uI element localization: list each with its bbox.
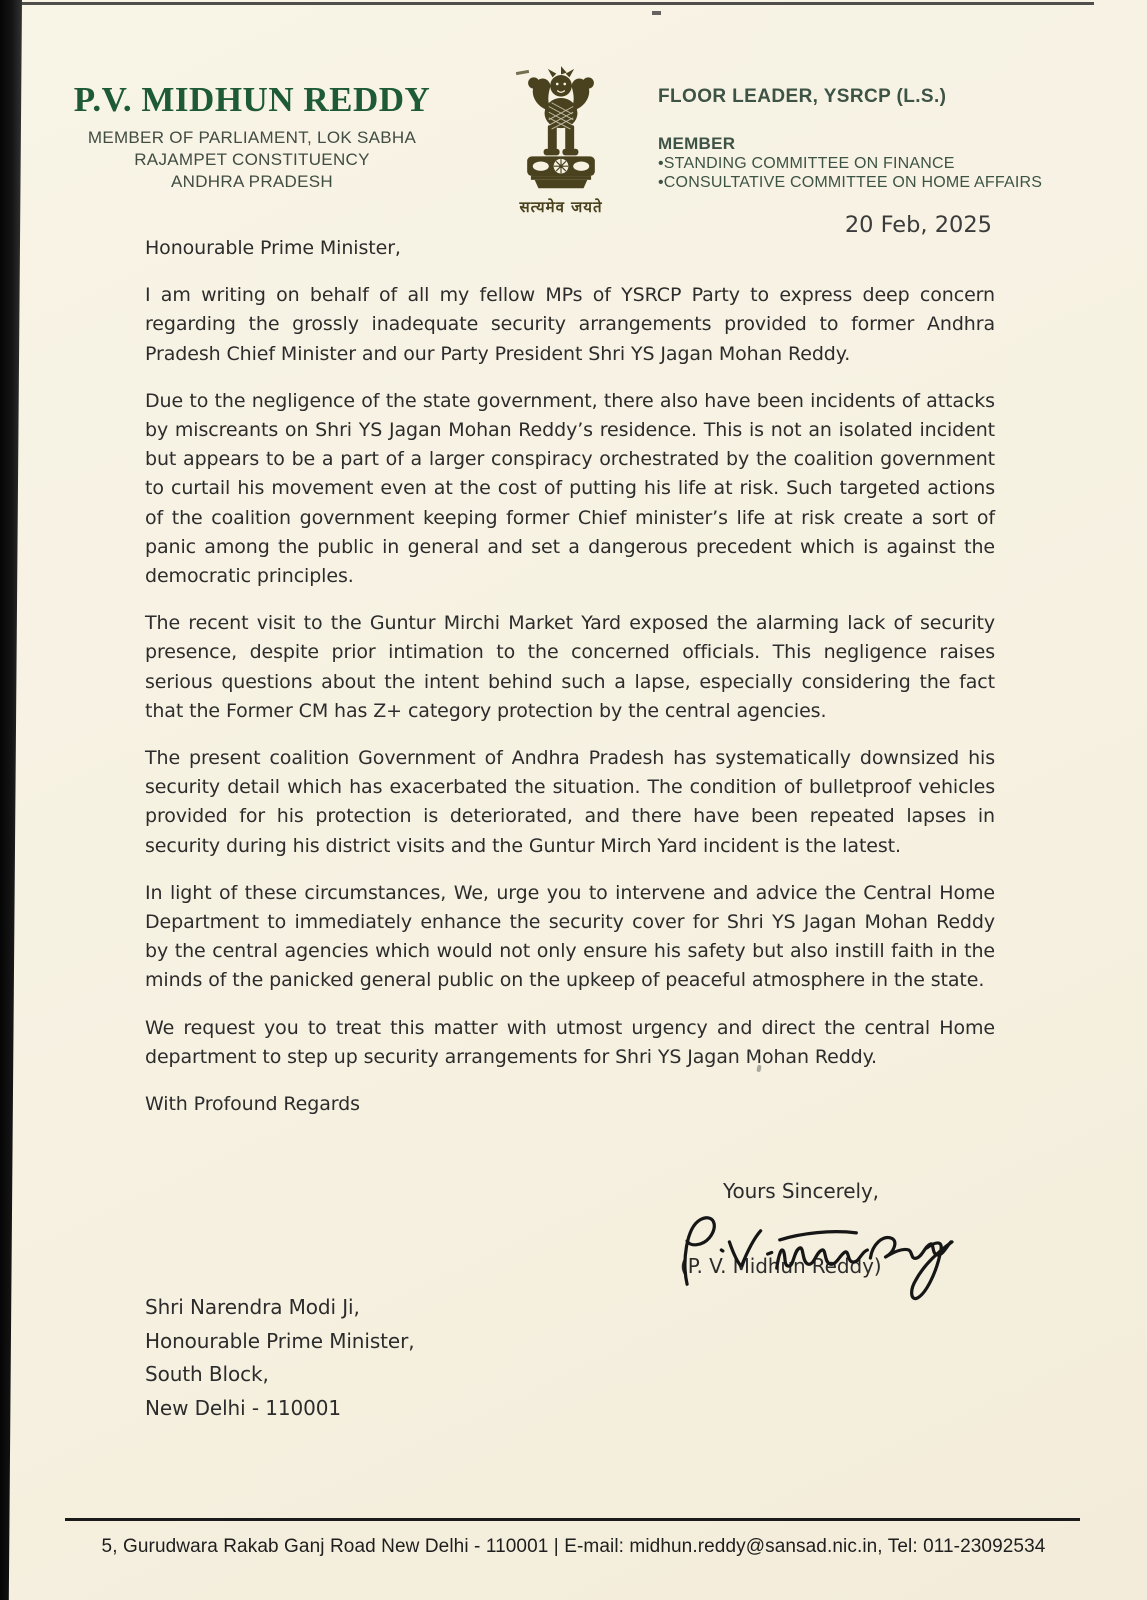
recipient-line: Honourable Prime Minister, bbox=[145, 1328, 415, 1353]
scan-edge-left bbox=[0, 0, 22, 1600]
sender-constituency-line: RAJAMPET CONSTITUENCY bbox=[134, 150, 370, 169]
emblem-motto: सत्यमेव जयते bbox=[519, 198, 603, 216]
scan-edge-top bbox=[22, 2, 1094, 5]
footer-contact-line: 5, Gurudwara Rakab Ganj Road New Delhi - 110001 | E-mail: midhun.reddy@sansad.nic.in, Tel: 011-23092534 bbox=[101, 1536, 1046, 1557]
typed-signatory-name: (P. V. Midhun Reddy) bbox=[680, 1254, 882, 1279]
sender-name: P.V. MIDHUN REDDY bbox=[73, 80, 431, 119]
letter-body bbox=[145, 234, 995, 1425]
salutation: Honourable Prime Minister, bbox=[145, 237, 401, 259]
sender-state-line: ANDHRA PRADESH bbox=[171, 172, 333, 191]
letter-paragraph: In light of these circumstances, We, urge you to intervene and advice the Central Home Department to immediately enhance the security cover for Shri YS Jagan Mohan Reddy by the central agencies which would not only ensure his safety but also instill faith in the minds of the panicked general public on the upkeep of peaceful atmosphere in the state. bbox=[145, 881, 995, 992]
letter-paragraph: Due to the negligence of the state government, there also have been incidents of attacks by miscreants on Shri YS Jagan Mohan Reddy’s residence. This is not an isolated incident but appears to be a part of a larger conspiracy orchestrated by the coalition government to curtail his movement even at the cost of putting his life at risk. Such targeted actions of the coalition government keeping former Chief minister’s life at risk create a sort of panic among the public in general and set a dangerous precedent which is against the democratic principles. bbox=[145, 389, 995, 588]
letter-paragraph: I am writing on behalf of all my fellow MPs of YSRCP Party to express deep concern regarding the grossly inadequate security arrangements provided to former Andhra Pradesh Chief Minister and our Party President Shri YS Jagan Mohan Reddy. bbox=[145, 284, 995, 365]
closing-block bbox=[145, 1177, 995, 1281]
committee-item: •STANDING COMMITTEE ON FINANCE bbox=[658, 155, 955, 172]
scan-artifact bbox=[652, 11, 661, 15]
footer-divider bbox=[65, 1518, 1080, 1521]
sincerely-line: Yours Sincerely, bbox=[723, 1179, 879, 1204]
recipient-address bbox=[145, 1291, 995, 1425]
letter-paragraph: The recent visit to the Guntur Mirchi Market Yard exposed the alarming lack of security presence, despite prior intimation to the concerned officials. This negligence raises serious questions about the intent behind such a lapse, especially considering the fact that the Former CM has Z+ category protection by the central agencies. bbox=[145, 612, 995, 722]
floor-leader-title: FLOOR LEADER, YSRCP (L.S.) bbox=[658, 86, 947, 107]
recipient-line: Shri Narendra Modi Ji, bbox=[145, 1295, 360, 1320]
ashoka-lion-capital-icon bbox=[514, 66, 608, 194]
letter-paragraph: We request you to treat this matter with utmost urgency and direct the central Home department to step up security arrangements for Shri YS Jagan Mohan Reddy. bbox=[145, 1016, 995, 1068]
committee-item: •CONSULTATIVE COMMITTEE ON HOME AFFAIRS bbox=[658, 174, 1043, 191]
member-heading: MEMBER bbox=[658, 134, 736, 153]
national-emblem bbox=[502, 66, 620, 217]
letterhead-left bbox=[52, 80, 452, 193]
sender-title-line: MEMBER OF PARLIAMENT, LOK SABHA bbox=[87, 128, 417, 147]
recipient-line: South Block, bbox=[145, 1362, 269, 1387]
letterhead-right bbox=[658, 86, 1128, 192]
recipient-line: New Delhi - 110001 bbox=[145, 1395, 341, 1420]
regards-line: With Profound Regards bbox=[145, 1093, 360, 1116]
letter-date: 20 Feb, 2025 bbox=[844, 212, 992, 238]
letter-paragraph: The present coalition Government of Andhra Pradesh has systematically downsized his security detail which has exacerbated the situation. The condition of bulletproof vehicles provided for his protection is deteriorated, and there have been repeated lapses in security during his district visits and the Guntur Mirch Yard incident is the latest. bbox=[145, 747, 995, 857]
